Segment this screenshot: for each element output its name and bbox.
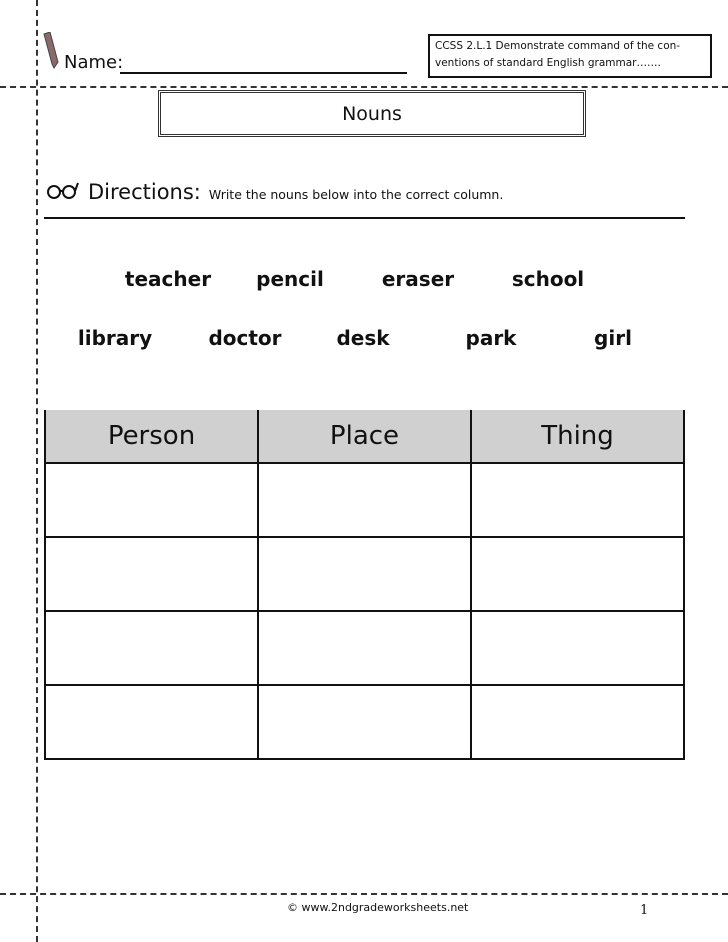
- answer-cell[interactable]: [45, 685, 258, 759]
- directions: [46, 180, 503, 204]
- table-row: [45, 463, 684, 537]
- copyright-text: © www.2ndgradeworksheets.net: [287, 901, 469, 914]
- table-row: [45, 611, 684, 685]
- table-row: [45, 685, 684, 759]
- word-bank-item: pencil: [256, 267, 324, 291]
- word-bank-item: doctor: [208, 326, 282, 350]
- glasses-icon: [46, 181, 80, 199]
- answer-cell[interactable]: [258, 685, 471, 759]
- word-bank-item: desk: [336, 326, 390, 350]
- column-header-place: Place: [258, 410, 471, 463]
- divider: [44, 217, 685, 219]
- vertical-cut-line: [36, 0, 38, 942]
- word-bank-item: girl: [594, 326, 632, 350]
- page-title: Nouns: [158, 90, 586, 137]
- table-header: [45, 410, 684, 463]
- word-bank-item: school: [511, 267, 585, 291]
- answer-cell[interactable]: [45, 611, 258, 685]
- directions-text: Write the nouns below into the correct column.: [208, 187, 504, 202]
- name-input-line[interactable]: [120, 72, 407, 74]
- answer-cell[interactable]: [471, 685, 684, 759]
- bottom-cut-line: [0, 893, 728, 895]
- answer-cell[interactable]: [258, 463, 471, 537]
- answer-cell[interactable]: [45, 463, 258, 537]
- word-bank-item: teacher: [124, 267, 212, 291]
- top-cut-line: [0, 86, 728, 88]
- answer-cell[interactable]: [471, 463, 684, 537]
- word-bank-item: park: [465, 326, 517, 350]
- answer-cell[interactable]: [45, 537, 258, 611]
- answer-cell[interactable]: [258, 611, 471, 685]
- answer-cell[interactable]: [471, 537, 684, 611]
- column-header-person: Person: [45, 410, 258, 463]
- standard-box: CCSS 2.L.1 Demonstrate command of the con-ventions of standard English grammar…….: [428, 34, 712, 78]
- column-header-thing: Thing: [471, 410, 684, 463]
- name-label: Name:: [64, 52, 124, 73]
- directions-label: Directions:: [88, 180, 201, 204]
- table-row: [45, 537, 684, 611]
- sorting-table: [44, 410, 685, 760]
- page-number: 1: [640, 903, 649, 918]
- answer-cell[interactable]: [258, 537, 471, 611]
- pencil-icon: [40, 32, 62, 72]
- word-bank-item: library: [77, 326, 153, 350]
- answer-cell[interactable]: [471, 611, 684, 685]
- word-bank-item: eraser: [381, 267, 455, 291]
